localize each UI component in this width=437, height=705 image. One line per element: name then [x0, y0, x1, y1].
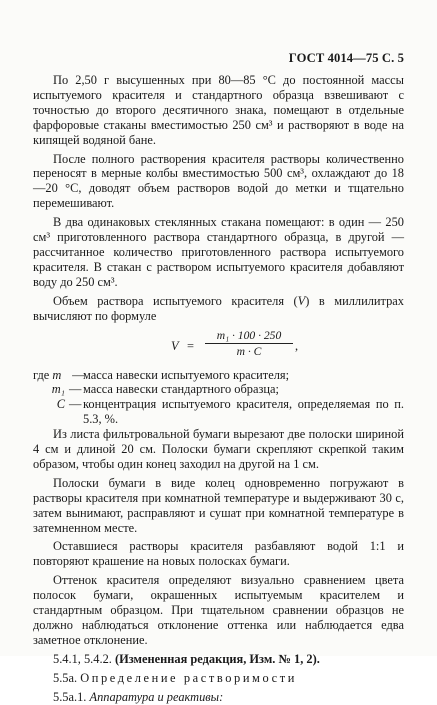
definition-m1-text: масса навески стандартного образца;: [83, 382, 279, 397]
paragraph-paper-strips: Из листа фильтровальной бумаги вырезают две полоски шириной 4 см и длиной 20 см. Полоски бумаги скрепляют скрепкой таким образом, чтобы один конец заходил на другой на 1 см.: [33, 427, 404, 471]
document-body: [33, 73, 404, 705]
formula-comma: ,: [295, 338, 299, 353]
section-5-4-1-number: 5.4.1, 5.4.2.: [53, 651, 112, 666]
intro-text-a: Объем раствора испытуемого красителя (: [53, 293, 298, 308]
paragraph-shade-comparison: Оттенок красителя определяют визуально сравнением цвета полосок бумаги, окрашенных испытуемым красителем и стандартным образцом. При тщательном сравнении образцов не должно наблюдаться отклонение оттенка или наблюдается едва заметное отклонение.: [33, 573, 404, 647]
paragraph-transfer-solutions: После полного растворения красителя растворы количественно переносят в мерные колбы вместимостью 500 см³, охлаждают до 18—20 °С, доводят объем растворов водой до метки и тщательно перемешивают.: [33, 151, 404, 211]
definition-m-text: масса навески испытуемого красителя;: [83, 367, 290, 382]
page-header: ГОСТ 4014—75 С. 5: [288, 51, 404, 65]
section-5-5a: [33, 671, 404, 686]
volume-formula: [33, 324, 404, 368]
intro-text-b: ) в миллилитрах вычисляют по формуле: [33, 293, 404, 323]
formula-numerator: m₁ · 100 · 250: [205, 329, 293, 344]
paragraph-volume-formula-intro: [33, 294, 404, 324]
paragraph-sample-weighing: По 2,50 г высушенных при 80—85 °С до постоянной массы испытуемого красителя и стандартного образца взвешивают с точностью до второго десятичного знака, помещают в отдельные фарфоровые стаканы вместимостью 250 см³ и растворяют в воде на кипящей водяной бане.: [33, 73, 404, 147]
section-5-4-1: [33, 652, 404, 667]
where-word: где: [33, 367, 50, 382]
symbol-m: m: [52, 367, 62, 382]
symbol-c: C: [56, 397, 65, 412]
section-5-5a-1-title: Аппаратура и реактивы:: [89, 689, 224, 704]
section-5-5a-title: Определение растворимости: [80, 670, 297, 685]
section-5-4-1-text: (Измененная редакция, Изм. № 1, 2).: [114, 651, 320, 666]
section-5-5a-1-number: 5.5а.1.: [53, 689, 87, 704]
formula-denominator: m · C: [236, 344, 262, 358]
formula-fraction: [205, 329, 293, 359]
definition-c: C — концентрация испытуемого красителя, определяемая по п. 5.3, %.: [33, 397, 404, 427]
definition-m1: m₁ — масса навески стандартного образца;: [33, 382, 404, 397]
intro-variable: V: [297, 293, 306, 308]
symbol-m1: m₁: [51, 382, 65, 397]
paragraph-dyeing-rings: Полоски бумаги в виде колец одновременно погружают в растворы красителя при комнатной температуре и выдерживают 30 с, затем вынимают, расправляют и сушат при комнатной температуре в затемненном месте.: [33, 475, 404, 535]
formula-equals: =: [187, 338, 194, 353]
paragraph-dilution: Оставшиеся растворы красителя разбавляют водой 1:1 и повторяют крашение на новых полосках бумаги.: [33, 539, 404, 569]
definition-c-text: концентрация испытуемого красителя, определяемая по п. 5.3, %.: [83, 397, 404, 427]
formula-lhs: V: [171, 338, 179, 353]
paragraph-two-beakers: В два одинаковых стеклянных стакана помещают: в один — 250 см³ приготовленного раствора стандартного образца, в другой — рассчитанное количество приготовленного раствора испытуемого красителя. В стакан с раствором испытуемого красителя добавляют воду до 250 см³.: [33, 215, 404, 289]
definition-m: где m — масса навески испытуемого красителя;: [33, 368, 404, 383]
section-5-5a-1: [33, 690, 404, 705]
section-5-5a-number: 5.5а.: [53, 670, 78, 685]
